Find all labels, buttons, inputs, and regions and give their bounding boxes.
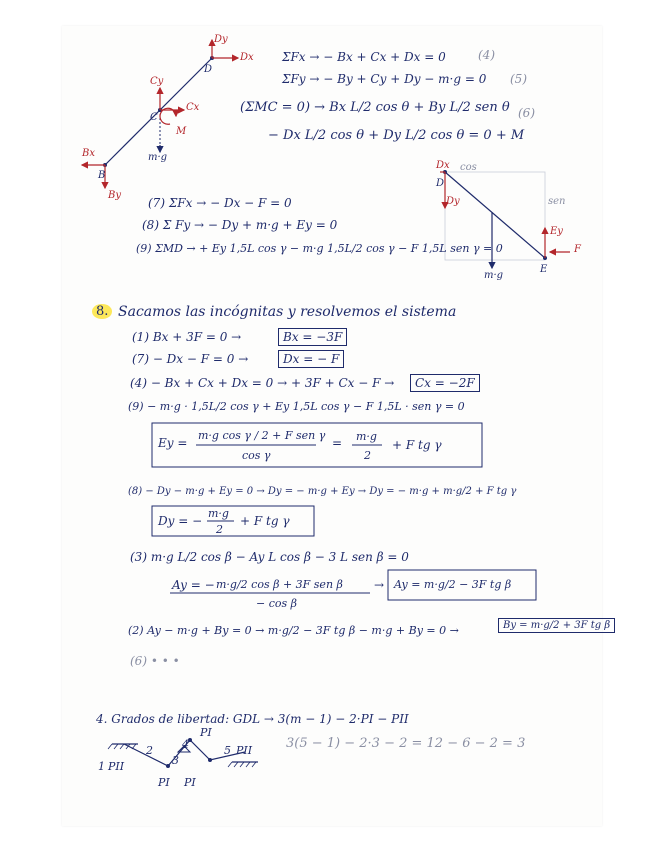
label-ey: Ey xyxy=(550,226,563,237)
label-c: C xyxy=(150,112,158,123)
mech-n2: 2 xyxy=(146,744,153,757)
ey-rhs-denominator: 2 xyxy=(364,449,371,462)
eq-8: (8) Σ Fy → − Dy + m·g + Ey = 0 xyxy=(142,218,338,232)
label-b: B xyxy=(98,170,106,181)
bx-result: Bx = −3F xyxy=(278,328,347,346)
eq-4: ΣFx → − Bx + Cx + Dx = 0 xyxy=(282,50,446,64)
label-dy-2: Dy xyxy=(446,196,460,207)
mech-n5: 5 xyxy=(224,744,231,757)
dof-calculation: 3(5 − 1) − 2·3 − 2 = 12 − 6 − 2 = 3 xyxy=(286,736,526,751)
label-bx: Bx xyxy=(82,148,95,159)
label-d: D xyxy=(204,64,213,75)
mech-n3: 3 xyxy=(172,754,179,767)
eq-9: (9) ΣMD → + Ey 1,5L cos γ − m·g 1,5L/2 cos γ − F 1,5L sen γ = 0 xyxy=(136,242,503,255)
label-mg-2: m·g xyxy=(484,270,504,281)
row-9: (9) − m·g · 1,5L/2 cos γ + Ey 1,5L cos γ − F 1,5L · sen γ = 0 xyxy=(128,400,465,413)
mech-n4: 4 xyxy=(182,738,189,751)
ey-numerator: m·g cos γ / 2 + F sen γ xyxy=(198,429,326,442)
ey-denominator: cos γ xyxy=(242,449,271,462)
by-result: By = m·g/2 + 3F tg β xyxy=(498,618,615,633)
label-d-2: D xyxy=(436,178,445,189)
ay-numerator: m·g/2 cos β + 3F sen β xyxy=(216,578,343,591)
dy-box-denominator: 2 xyxy=(216,523,223,536)
label-dy: Dy xyxy=(214,34,228,45)
ey-rhs-tail: + F tg γ xyxy=(392,438,442,452)
ay-denominator: − cos β xyxy=(256,597,297,610)
label-dx-2: Dx xyxy=(436,160,450,171)
section-8-number: 8. xyxy=(92,304,112,319)
dx-result: Dx = − F xyxy=(278,350,344,368)
mech-p5: PII xyxy=(236,744,253,757)
label-m: M xyxy=(176,126,187,137)
figure-bar-bcd xyxy=(82,40,238,188)
row-2: (2) Ay − m·g + By = 0 → m·g/2 − 3F tg β − m·g + By = 0 → xyxy=(128,624,459,637)
ey-lhs: Ey = xyxy=(158,436,188,450)
label-f: F xyxy=(574,244,581,255)
row-6: (6) • • • xyxy=(130,654,180,668)
eq-5-number: (5) xyxy=(510,72,527,86)
mech-p4: PI xyxy=(200,726,212,739)
mech-n1: 1 xyxy=(98,760,105,773)
row-1: (1) Bx + 3F = 0 → xyxy=(132,330,242,344)
section-8-title: Sacamos las incógnitas y resolvemos el sistema xyxy=(118,304,457,320)
label-cx: Cx xyxy=(186,102,200,113)
eq-6: (ΣMC = 0) → Bx L/2 cos θ + By L/2 sen θ xyxy=(240,100,510,115)
eq-7: (7) ΣFx → − Dx − F = 0 xyxy=(148,196,292,210)
dy-box-numerator: m·g xyxy=(208,507,229,520)
eq-6-continued: − Dx L/2 cos θ + Dy L/2 cos θ = 0 + M xyxy=(268,128,525,143)
dy-box-tail: + F tg γ xyxy=(240,514,290,528)
row-3: (3) m·g L/2 cos β − Ay L cos β − 3 L sen β = 0 xyxy=(130,550,409,564)
mech-p1: PII xyxy=(108,760,125,773)
ay-arrow: → xyxy=(374,578,385,592)
section-4-title: 4. Grados de libertad: GDL → 3(m − 1) − 2·PI − PII xyxy=(96,712,409,726)
label-e: E xyxy=(540,264,548,275)
ay-result: Ay = m·g/2 − 3F tg β xyxy=(394,578,512,591)
eq-4-number: (4) xyxy=(478,48,495,62)
label-sen: sen xyxy=(548,196,566,207)
eq-5: ΣFy → − By + Cy + Dy − m·g = 0 xyxy=(282,72,487,86)
label-by: By xyxy=(108,190,121,201)
label-dx: Dx xyxy=(240,52,254,63)
mech-pb: PI xyxy=(184,776,196,789)
row-4: (4) − Bx + Cx + Dx = 0 → + 3F + Cx − F → xyxy=(130,376,395,390)
ey-equals: = xyxy=(332,436,343,450)
row-8: (8) − Dy − m·g + Ey = 0 → Dy = − m·g + Ey → Dy = − m·g + m·g/2 + F tg γ xyxy=(128,486,517,497)
dy-box-lhs: Dy = − xyxy=(158,514,203,528)
ay-lhs: Ay = − xyxy=(172,578,215,592)
label-cy: Cy xyxy=(150,76,164,87)
mech-pa: PI xyxy=(158,776,170,789)
label-cos: cos xyxy=(460,162,477,173)
ey-rhs-numerator: m·g xyxy=(356,430,377,443)
cx-result: Cx = −2F xyxy=(410,374,480,392)
row-7: (7) − Dx − F = 0 → xyxy=(132,352,249,366)
eq-6-number: (6) xyxy=(518,106,535,120)
label-mg: m·g xyxy=(148,152,168,163)
